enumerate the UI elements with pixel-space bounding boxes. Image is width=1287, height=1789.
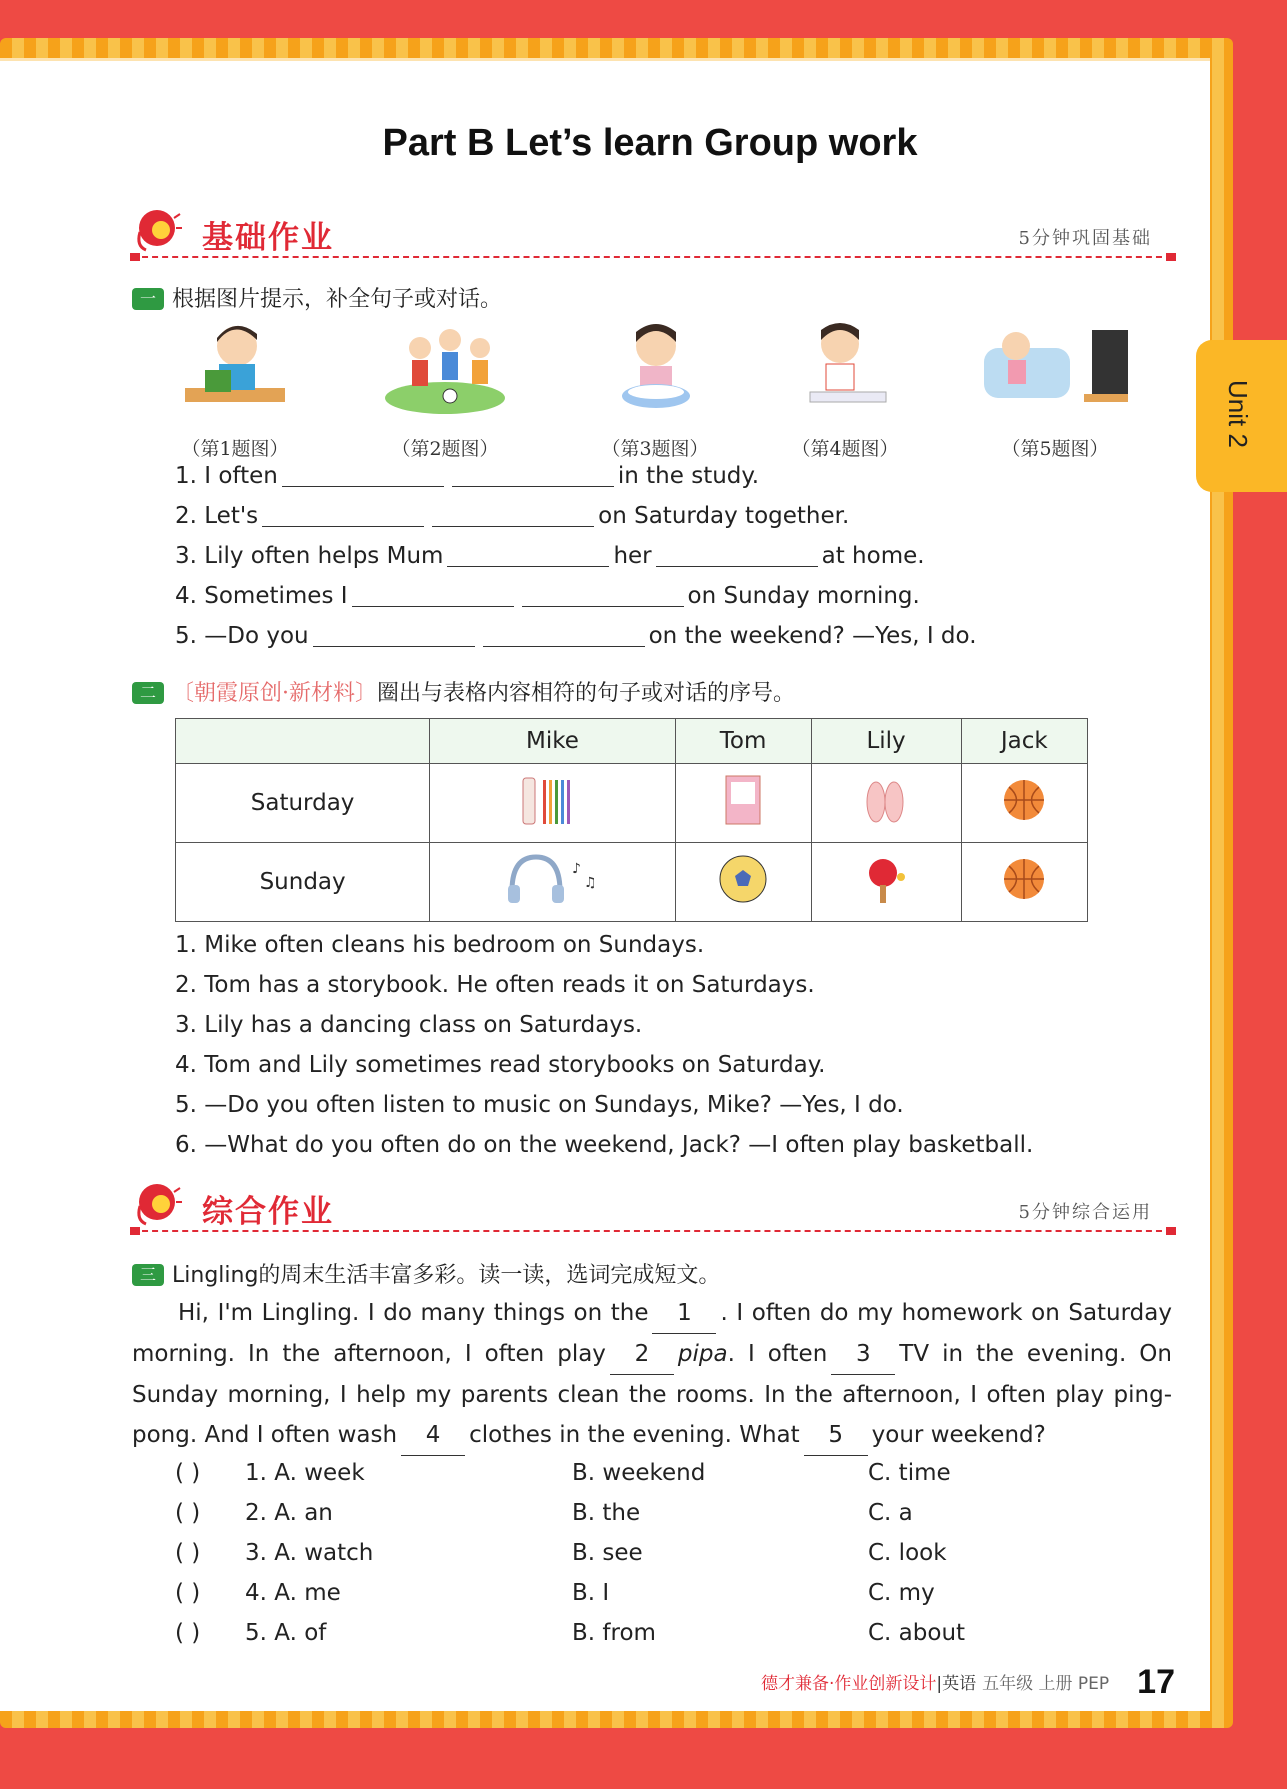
children-playing-football-illustration <box>380 318 510 420</box>
sentence-text: on Saturday together. <box>598 503 850 529</box>
table-cell <box>430 843 675 922</box>
option-row <box>175 1453 1075 1493</box>
statement-item[interactable]: 5. —Do you often listen to music on Sundays, Mike? —Yes, I do. <box>175 1092 904 1118</box>
storybook-icon <box>718 772 768 828</box>
page-title: Part B Let’s learn Group work <box>382 122 918 164</box>
girl-doing-homework-illustration <box>790 318 900 420</box>
statement-item[interactable]: 2. Tom has a storybook. He often reads it on Saturdays. <box>175 972 815 998</box>
question-instruction: Lingling的周末生活丰富多彩。读一读，选词完成短文。 <box>172 1263 721 1288</box>
question-number: 三 <box>132 1264 164 1286</box>
reading-passage <box>132 1293 1172 1456</box>
option-row <box>175 1573 1075 1613</box>
question-number: 二 <box>132 682 164 704</box>
option-b[interactable]: B. the <box>572 1500 641 1526</box>
sentence-text: on Sunday morning. <box>687 583 920 609</box>
section-tag: 5分钟综合运用 <box>1018 1202 1152 1223</box>
answer-blank[interactable] <box>282 460 444 487</box>
table-header-row <box>176 719 1088 764</box>
basketball-icon <box>999 854 1049 904</box>
sentence-4 <box>175 576 977 616</box>
answer-parenthesis[interactable]: ( ) <box>175 1580 201 1606</box>
svg-text:♫: ♫ <box>584 875 597 891</box>
table-header-cell: Jack <box>961 719 1087 764</box>
option-a[interactable]: 5. A. of <box>245 1620 327 1646</box>
table-cell <box>811 843 961 922</box>
picture-caption: （第3题图） <box>601 438 709 460</box>
sentence-3 <box>175 536 977 576</box>
table-cell <box>675 764 811 843</box>
passage-text: TV in the evening. On Sunday morning, I help my parents clean the rooms. In the afternoon, I often play ping-pong. And I often wash <box>132 1341 1172 1448</box>
passage-blank[interactable]: 5 <box>804 1415 868 1456</box>
girl-washing-clothes-illustration <box>600 318 710 420</box>
passage-text: . I often <box>727 1341 828 1367</box>
answer-blank[interactable] <box>432 500 594 527</box>
passage-blank[interactable]: 2 <box>610 1334 674 1375</box>
row-label: Sunday <box>176 843 430 922</box>
table-row <box>176 764 1088 843</box>
statement-item[interactable]: 3. Lily has a dancing class on Saturdays. <box>175 1012 643 1038</box>
sentence-1 <box>175 456 977 496</box>
statement-item[interactable]: 4. Tom and Lily sometimes read storybooks on Saturday. <box>175 1052 826 1078</box>
option-a[interactable]: 2. A. an <box>245 1500 333 1526</box>
section-header-basic <box>132 206 1172 264</box>
answer-parenthesis[interactable]: ( ) <box>175 1500 201 1526</box>
picture-1 <box>150 318 320 461</box>
bell-icon <box>132 206 182 256</box>
question-2-heading <box>132 676 795 707</box>
bell-icon <box>132 1180 182 1230</box>
table-header-cell: Mike <box>430 719 675 764</box>
answer-parenthesis[interactable]: ( ) <box>175 1620 201 1646</box>
answer-parenthesis[interactable]: ( ) <box>175 1460 201 1486</box>
passage-blank[interactable]: 1 <box>652 1293 716 1334</box>
option-c[interactable]: C. my <box>868 1580 935 1606</box>
option-a[interactable]: 4. A. me <box>245 1580 341 1606</box>
picture-caption: （第1题图） <box>181 438 289 460</box>
option-b[interactable]: B. from <box>572 1620 656 1646</box>
option-b[interactable]: B. weekend <box>572 1460 706 1486</box>
svg-text:♪: ♪ <box>572 861 582 877</box>
answer-blank[interactable] <box>656 540 818 567</box>
passage-text: your weekend? <box>871 1422 1046 1448</box>
sentence-text: 4. Sometimes I <box>175 583 348 609</box>
question-source: 〔朝霞原创·新材料〕 <box>172 681 377 706</box>
ping-pong-paddle-icon <box>861 851 911 907</box>
table-header-cell: Lily <box>811 719 961 764</box>
answer-blank[interactable] <box>447 540 609 567</box>
table-header-cell: Tom <box>675 719 811 764</box>
row-label: Saturday <box>176 764 430 843</box>
question-instruction: 圈出与表格内容相符的句子或对话的序号。 <box>377 681 796 706</box>
option-row <box>175 1533 1075 1573</box>
passage-text: clothes in the evening. What <box>469 1422 800 1448</box>
option-a[interactable]: 1. A. week <box>245 1460 365 1486</box>
option-c[interactable]: C. a <box>868 1500 913 1526</box>
sentence-text: 1. I often <box>175 463 278 489</box>
footer-subject: 英语 <box>942 1674 977 1694</box>
answer-blank[interactable] <box>262 500 424 527</box>
footer-separator: | <box>936 1674 943 1694</box>
picture-3 <box>570 318 740 461</box>
answer-parenthesis[interactable]: ( ) <box>175 1540 201 1566</box>
section-header-comprehensive <box>132 1180 1172 1238</box>
girl-watching-tv-illustration <box>980 318 1130 420</box>
footer-series: 德才兼备·作业创新设计 <box>760 1674 937 1694</box>
statement-list <box>175 925 1033 1165</box>
question-instruction: 根据图片提示，补全句子或对话。 <box>172 287 503 312</box>
question-number: 一 <box>132 288 164 310</box>
table-header-cell <box>176 719 430 764</box>
fill-in-sentences <box>175 456 977 656</box>
options-list <box>175 1453 1075 1653</box>
activity-table <box>175 718 1088 922</box>
sentence-text: her <box>613 543 652 569</box>
option-a[interactable]: 3. A. watch <box>245 1540 374 1566</box>
statement-item[interactable]: 6. —What do you often do on the weekend, Jack? —I often play basketball. <box>175 1132 1034 1158</box>
table-cell <box>811 764 961 843</box>
option-b[interactable]: B. see <box>572 1540 643 1566</box>
answer-blank[interactable] <box>483 620 645 647</box>
option-c[interactable]: C. time <box>868 1460 951 1486</box>
picture-caption: （第2题图） <box>391 438 499 460</box>
ballet-shoes-icon <box>856 772 916 828</box>
section-rule <box>132 1230 1172 1232</box>
colored-pencils-icon <box>517 772 587 828</box>
question-1-heading <box>132 282 502 313</box>
option-c[interactable]: C. about <box>868 1620 966 1646</box>
answer-blank[interactable] <box>313 620 475 647</box>
sentence-text: in the study. <box>617 463 760 489</box>
table-cell <box>961 843 1087 922</box>
statement-item[interactable]: 1. Mike often cleans his bedroom on Sundays. <box>175 932 705 958</box>
footer-grade: 五年级 上册 PEP <box>982 1674 1110 1694</box>
answer-blank[interactable] <box>352 580 514 607</box>
sentence-text: at home. <box>821 543 925 569</box>
picture-row <box>150 318 1140 458</box>
passage-text: pipa <box>677 1341 728 1367</box>
picture-caption: （第4题图） <box>791 438 899 460</box>
football-icon <box>716 852 770 906</box>
sentence-text: 5. —Do you <box>175 623 309 649</box>
option-b[interactable]: B. I <box>572 1580 610 1606</box>
option-row <box>175 1613 1075 1653</box>
basketball-icon <box>999 775 1049 825</box>
table-cell <box>430 764 675 843</box>
sentence-text: 2. Let's <box>175 503 259 529</box>
option-row <box>175 1493 1075 1533</box>
answer-blank[interactable] <box>522 580 684 607</box>
table-cell <box>675 843 811 922</box>
picture-5 <box>970 318 1140 461</box>
question-3-heading <box>132 1258 720 1289</box>
picture-4 <box>760 318 930 461</box>
sentence-text: 3. Lily often helps Mum <box>175 543 444 569</box>
unit-tab <box>1196 340 1287 492</box>
sentence-5 <box>175 616 977 656</box>
section-rule <box>132 256 1172 258</box>
sentence-2 <box>175 496 977 536</box>
headphones-music-icon <box>502 851 602 907</box>
page-number: 17 <box>1137 1663 1175 1701</box>
table-row <box>176 843 1088 922</box>
boy-reading-illustration <box>175 318 295 420</box>
table-cell <box>961 764 1087 843</box>
picture-2 <box>360 318 530 461</box>
page-footer <box>0 1663 1175 1702</box>
sentence-text: on the weekend? —Yes, I do. <box>648 623 977 649</box>
section-name: 综合作业 <box>202 1194 334 1230</box>
section-name: 基础作业 <box>202 220 334 256</box>
answer-blank[interactable] <box>452 460 614 487</box>
unit-tab-label: Unit 2 <box>1223 380 1253 448</box>
section-tag: 5分钟巩固基础 <box>1018 228 1152 249</box>
option-c[interactable]: C. look <box>868 1540 947 1566</box>
passage-text: Hi, I'm Lingling. I do many things on the <box>178 1300 649 1326</box>
passage-blank[interactable]: 4 <box>401 1415 465 1456</box>
passage-text: . I often do my homework on Saturday morning. In the afternoon, I often play <box>132 1300 1172 1367</box>
picture-caption: （第5题图） <box>1001 438 1109 460</box>
passage-blank[interactable]: 3 <box>831 1334 895 1375</box>
